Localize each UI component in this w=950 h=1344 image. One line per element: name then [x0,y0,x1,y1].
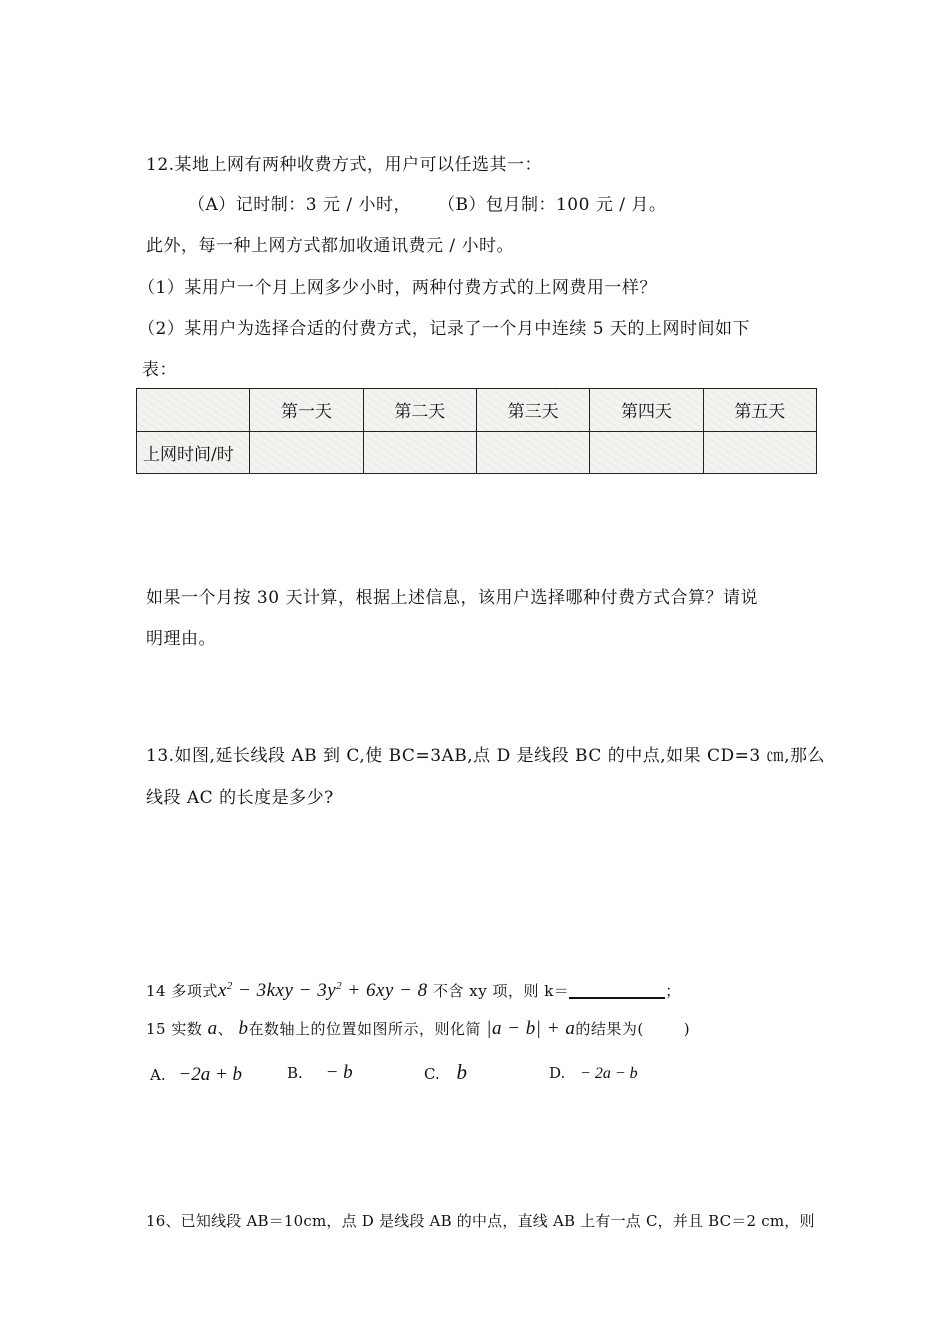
table-header-day1: 第一天 [250,389,363,432]
q12-question-line1: 如果一个月按 30 天计算，根据上述信息，该用户选择哪种付费方式合算？请说 [146,588,758,608]
q14-prefix: 14 多项式 [146,982,218,1000]
q15-line [146,1018,690,1040]
q12-option-a: （A）记时制：3 元 / 小时， [188,195,412,215]
q15-middle: 在数轴上的位置如图所示，则化简 [248,1020,481,1038]
table-header-day3: 第三天 [476,389,589,432]
q12-extra-fee: 此外，每一种上网方式都加收通讯费元 / 小时。 [146,236,515,256]
q13-line2: 线段 AC 的长度是多少? [146,788,334,808]
q15-var-b: b [238,1018,249,1039]
q14-exponent-2: 2 [336,980,343,992]
q15-option-d-label: D. [549,1064,566,1082]
table-corner-cell [137,389,250,432]
q12-part1: （1）某用户一个月上网多少小时，两种付费方式的上网费用一样？ [138,278,657,298]
q12-option-b: （B）包月制：100 元 / 月。 [438,195,667,215]
q15-option-a [150,1064,242,1086]
q15-option-a-label: A. [150,1066,166,1084]
q15-option-b-label: B. [287,1064,303,1082]
q14-line [146,980,681,1002]
internet-hours-table [136,388,817,474]
q15-var-a: a [207,1018,218,1039]
q15-option-c [424,1060,467,1085]
q13-line1: 13.如图,延长线段 AB 到 C,使 BC=3AB,点 D 是线段 BC 的中点,如果 CD=3 ㎝,那么 [146,746,826,766]
q14-term-middle: − 3kxy − 3y [232,980,337,1001]
table-row [137,431,817,474]
q15-prefix: 15 实数 [146,1020,203,1038]
q14-exponent-1: 2 [226,980,233,992]
q15-expression: |a − b| + a [486,1018,576,1039]
q14-term-end: + 6xy − 8 [342,980,428,1001]
q15-option-d-value: − 2a − b [580,1065,638,1082]
q16-line1: 16、已知线段 AB＝10cm，点 D 是线段 AB 的中点，直线 AB 上有一点 C，并且 BC＝2 cm，则 [146,1212,815,1230]
q15-option-c-value: b [456,1060,467,1084]
table-cell-day1 [250,431,363,474]
q15-option-b [287,1062,353,1084]
q15-option-d [549,1064,638,1083]
q14-answer-blank [569,981,665,999]
q12-title: 12.某地上网有两种收费方式，用户可以任选其一： [146,155,543,175]
q12-question-line2: 明理由。 [146,629,216,649]
q15-close: ) [683,1020,691,1038]
table-header-day2: 第二天 [363,389,476,432]
q15-sep: 、 [217,1020,234,1038]
q15-option-a-value: −2a + b [178,1064,243,1085]
q14-polynomial [218,980,428,1001]
table-cell-day2 [363,431,476,474]
table-header-day5: 第五天 [703,389,816,432]
q15-option-b-value: − b [325,1062,353,1083]
q14-end: ； [665,982,681,1000]
q15-option-c-label: C. [424,1065,440,1083]
q15-suffix: 的结果为( [575,1020,644,1038]
table-cell-day5 [703,431,816,474]
q12-part2-line2: 表： [142,360,177,380]
table-header-row [137,389,817,432]
q12-part2-line1: （2）某用户为选择合适的付费方式，记录了一个月中连续 5 天的上网时间如下 [138,319,750,339]
table-header-day4: 第四天 [590,389,703,432]
q14-suffix: 不含 xy 项，则 k＝ [432,982,570,1000]
table-cell-day4 [590,431,703,474]
q14-term-x: x [217,980,227,1001]
table-row-label: 上网时间/时 [137,431,250,474]
table-cell-day3 [476,431,589,474]
